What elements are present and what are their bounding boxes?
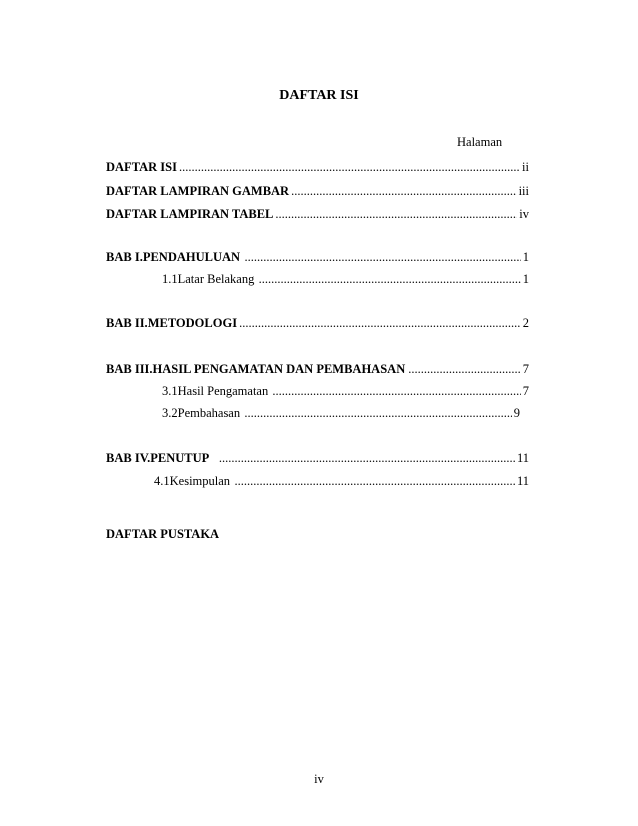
toc-entry-daftar-isi — [106, 160, 529, 176]
sub-number: 3.2 — [162, 406, 178, 420]
toc-entry-label: DAFTAR LAMPIRAN GAMBAR — [106, 184, 290, 198]
toc-entry-daftar-pustaka — [106, 527, 529, 543]
sub-page: 11 — [516, 474, 529, 488]
chapter-title: HASIL PENGAMATAN DAN PEMBAHASAN — [152, 362, 406, 376]
toc-entry-lampiran-tabel — [106, 207, 529, 223]
chapter-number: BAB III. — [106, 362, 153, 376]
chapter-number: BAB II. — [106, 316, 148, 330]
chapter-title: METODOLOGI — [147, 316, 238, 330]
sub-number: 3.1 — [162, 384, 178, 398]
toc-chapter-bab-4 — [106, 451, 529, 467]
chapter-number: BAB IV. — [106, 451, 151, 465]
sub-title: Latar Belakang — [177, 272, 255, 286]
dot-leader — [275, 207, 517, 222]
dot-leader — [408, 362, 521, 377]
dot-leader — [272, 384, 520, 399]
toc-entry-page: iii — [518, 184, 529, 198]
toc-chapter-bab-3 — [106, 362, 529, 378]
sub-page: 7 — [522, 384, 529, 398]
sub-page: 1 — [522, 272, 529, 286]
page-title: DAFTAR ISI — [279, 88, 359, 103]
sub-title: Hasil Pengamatan — [177, 384, 269, 398]
halaman-label: Halaman — [457, 135, 503, 149]
toc-entry-page: ii — [522, 160, 529, 174]
dot-leader — [244, 250, 520, 265]
dot-leader — [179, 160, 520, 175]
toc-sub-3-1 — [162, 384, 529, 400]
page-number: iv — [314, 772, 324, 786]
dot-leader — [234, 474, 514, 489]
sub-number: 1.1 — [162, 272, 178, 286]
chapter-page: 1 — [522, 250, 529, 264]
chapter-page: 2 — [522, 316, 529, 330]
dot-leader — [219, 451, 515, 466]
dot-leader — [291, 184, 516, 199]
dot-leader — [259, 272, 521, 287]
chapter-page: 7 — [522, 362, 529, 376]
toc-entry-lampiran-gambar — [106, 184, 529, 200]
toc-chapter-bab-2 — [106, 316, 529, 332]
toc-entry-label: DAFTAR LAMPIRAN TABEL — [106, 207, 274, 221]
toc-sub-4-1 — [154, 474, 529, 490]
sub-title: Kesimpulan — [169, 474, 231, 488]
chapter-page: 11 — [516, 451, 529, 465]
sub-title: Pembahasan — [177, 406, 241, 420]
dot-leader — [244, 406, 511, 421]
toc-entry-label: DAFTAR ISI — [106, 160, 177, 174]
toc-entry-page: iv — [519, 207, 529, 221]
toc-sub-3-2 — [162, 406, 520, 422]
toc-chapter-bab-1 — [106, 250, 529, 266]
sub-page: 9 — [513, 406, 520, 420]
chapter-title: PENDAHULUAN — [142, 250, 241, 264]
chapter-number: BAB I. — [106, 250, 143, 264]
sub-number: 4.1 — [154, 474, 170, 488]
toc-entry-label: DAFTAR PUSTAKA — [106, 527, 220, 541]
dot-leader — [239, 316, 521, 331]
chapter-title: PENUTUP — [150, 451, 210, 465]
toc-sub-1-1 — [162, 272, 529, 288]
